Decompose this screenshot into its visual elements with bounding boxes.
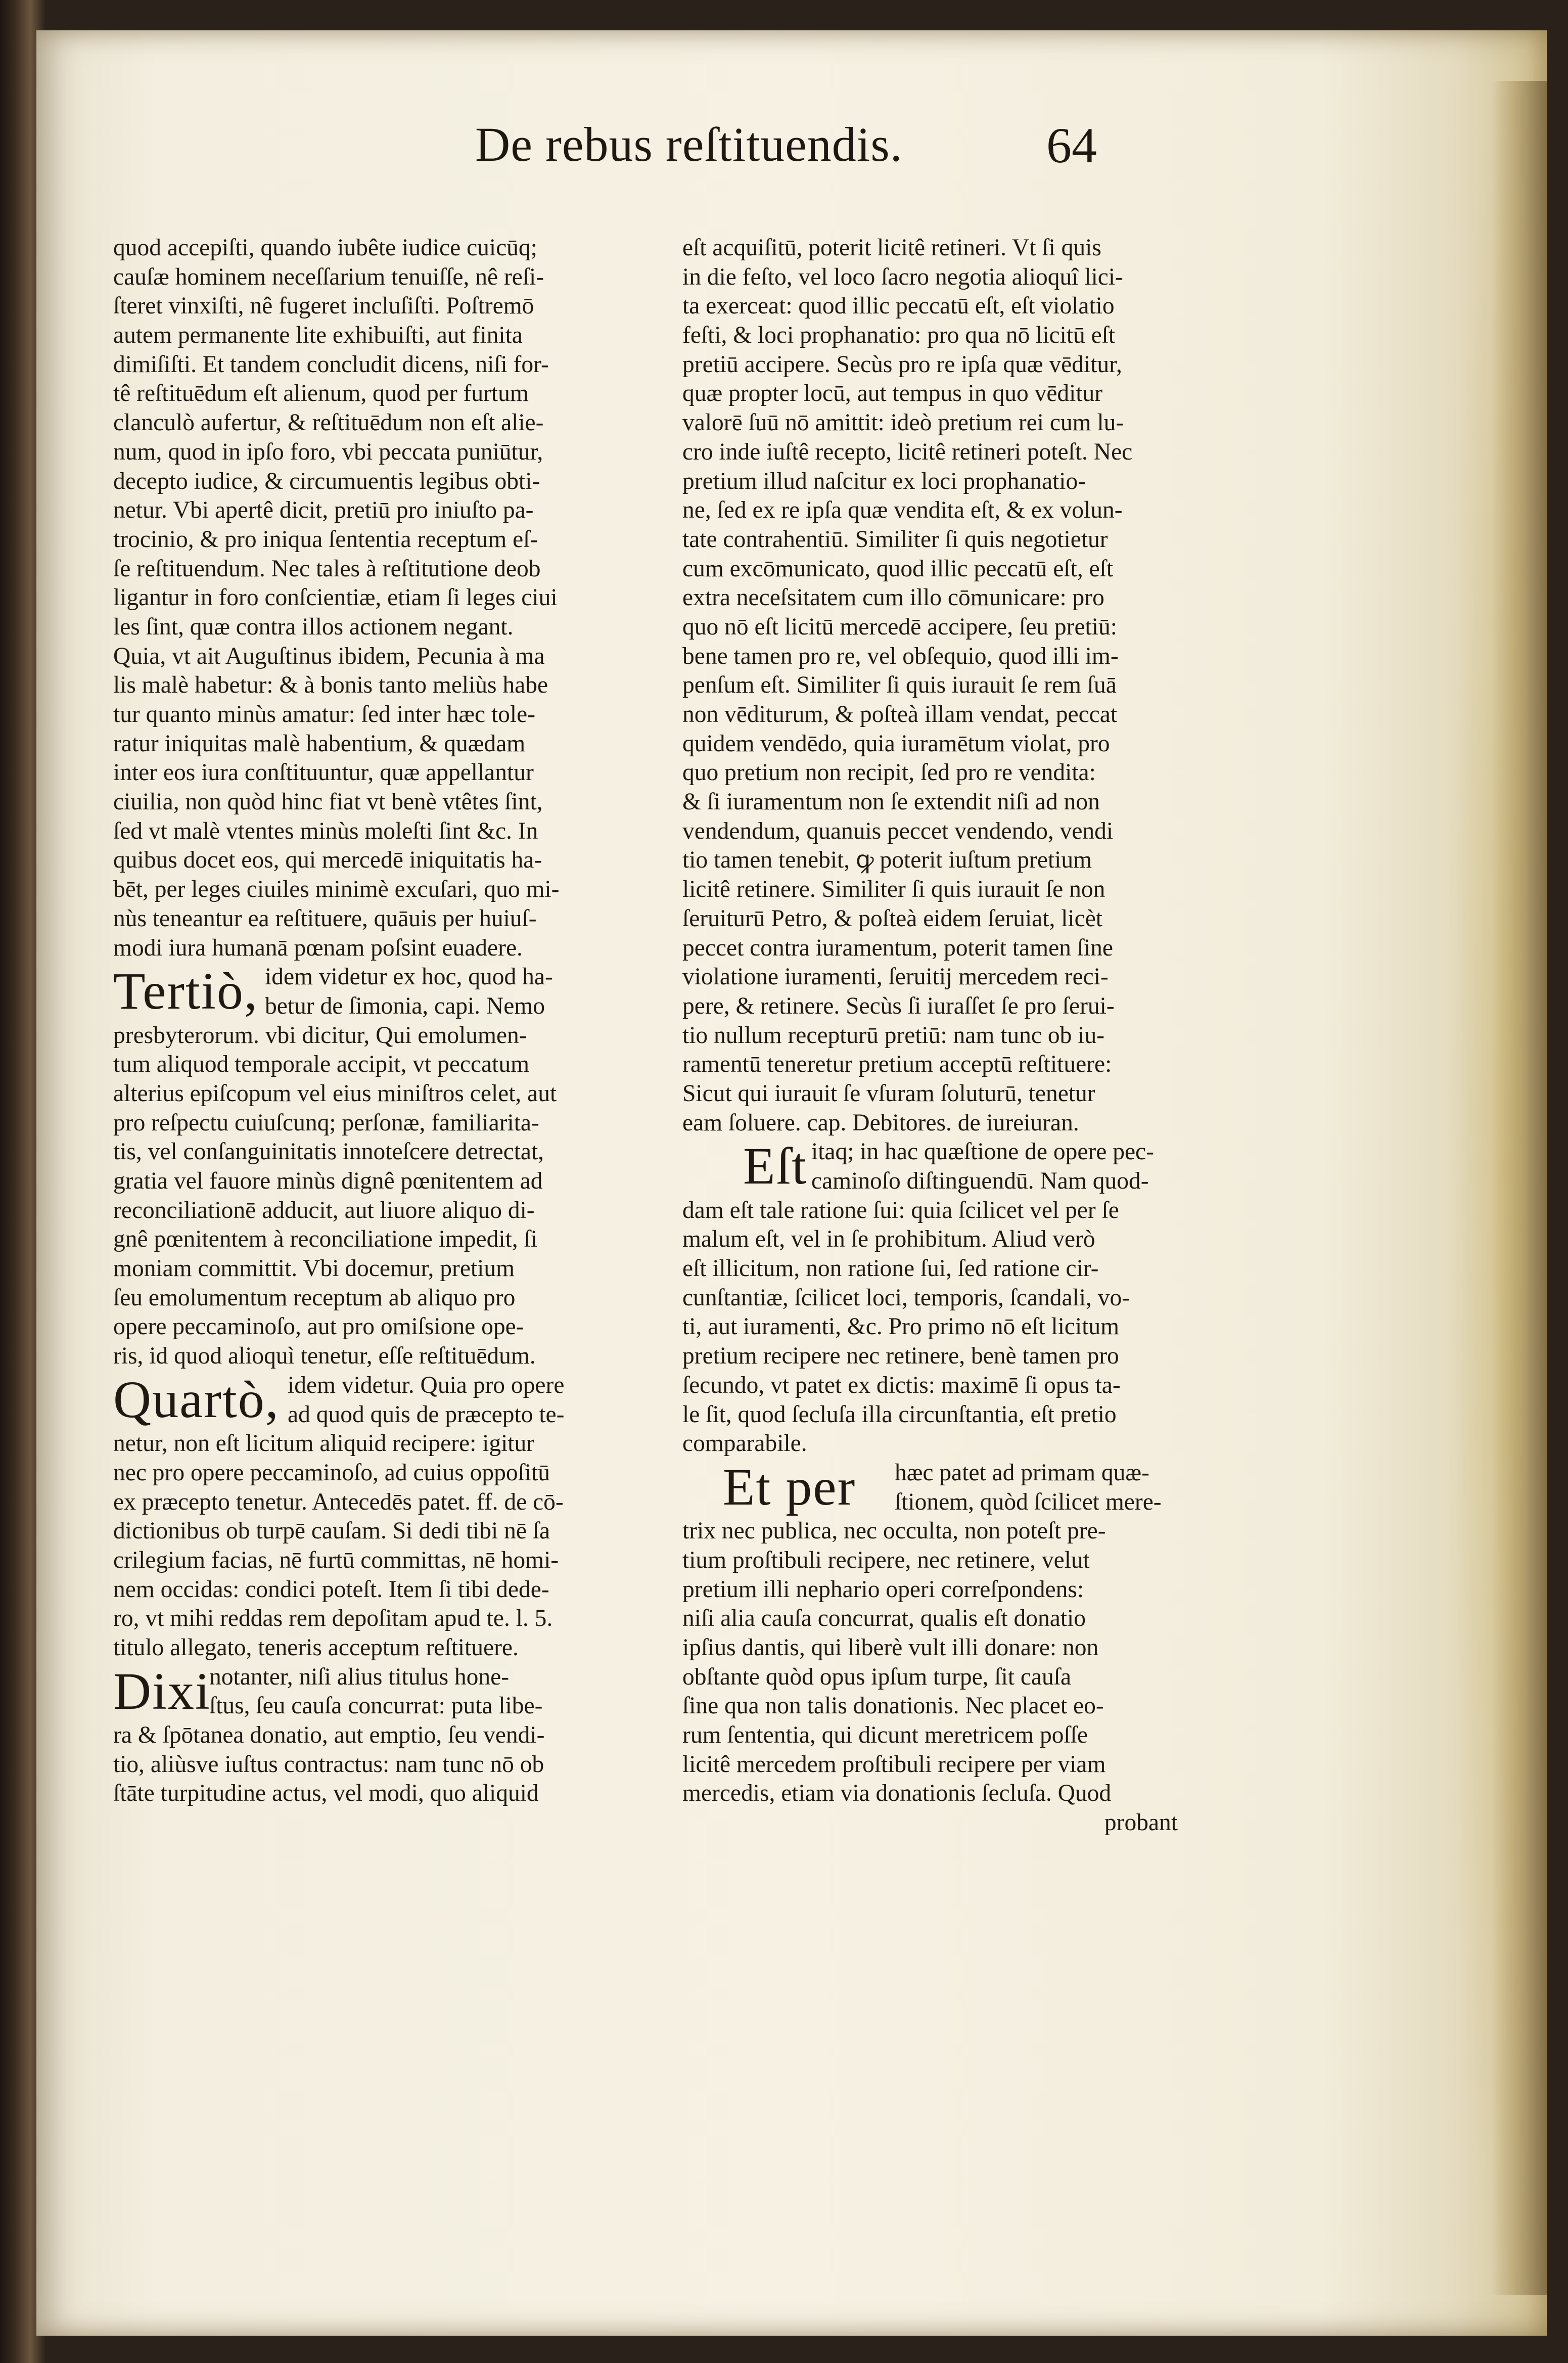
text-line: ſtāte turpitudine actus, vel modi, quo aliquid xyxy=(113,1780,539,1807)
text-line: inter eos iura conſtituuntur, quæ appellantur xyxy=(113,759,534,786)
text-line: extra neceſsitatem cum illo cōmunicare: pro xyxy=(682,584,1104,611)
text-line: crilegium facias, nē furtū committas, nē homi- xyxy=(113,1547,559,1573)
text-line: cauſæ hominem neceſſarium tenuiſſe, nê reſi- xyxy=(113,263,544,290)
text-line: cro inde iuſtê recepto, licitê retineri poteſt. Nec xyxy=(682,438,1133,465)
text-line: netur. Vbi apertê dicit, pretiū pro iniuſto pa- xyxy=(113,497,534,524)
right-column xyxy=(682,234,1208,1838)
text-line: tum aliquod temporale accipit, vt peccatum xyxy=(113,1051,530,1078)
text-line: ſecundo, vt patet ex dictis: maximē ſi opus ta- xyxy=(682,1372,1121,1398)
text-line: lis malè habetur: & à bonis tanto meliùs habe xyxy=(113,672,548,699)
right-block-3 xyxy=(682,1517,1208,1808)
text-line: ſed vt malè vtentes minùs moleſti ſint &c. In xyxy=(113,817,538,844)
text-line: niſi alia cauſa concurrat, qualis eſt donatio xyxy=(682,1605,1086,1632)
initial-word: Eſt xyxy=(743,1137,808,1196)
text-line: ſtionem, quòd ſcilicet mere- xyxy=(895,1488,1162,1515)
text-line: valorē ſuū nō amittit: ideò pretium rei cum lu- xyxy=(682,410,1124,436)
text-line: eſt illicitum, non ratione ſui, ſed ratione cir- xyxy=(682,1255,1099,1282)
text-line: tio tamen tenebit, ꝙ poterit iuſtum pretium xyxy=(682,847,1092,874)
text-line: ſe reſtituendum. Nec tales à reſtitutione deob xyxy=(113,555,541,582)
initial-word: Dixi xyxy=(113,1662,211,1720)
text-line: mercedis, etiam via donationis ſecluſa. Quod xyxy=(682,1780,1112,1807)
paragraph-head-tertio xyxy=(113,963,639,1021)
text-line: ra & ſpōtanea donatio, aut emptio, ſeu vendi- xyxy=(113,1722,545,1749)
text-line: penſum eſt. Similiter ſi quis iurauit ſe rem ſuā xyxy=(682,672,1117,699)
text-line: quidem vendēdo, quia iuramētum violat, pro xyxy=(682,730,1110,757)
text-line: ex præcepto tenetur. Antecedēs patet. ff. de cō- xyxy=(113,1488,564,1515)
text-line: tê reſtituēdum eſt alienum, quod per furtum xyxy=(113,380,529,407)
text-line: violatione iuramenti, ſeruitij mercedem reci- xyxy=(682,964,1109,990)
text-line: ſteret vinxiſti, nê fugeret incluſiſti. Poſtremō xyxy=(113,293,534,320)
text-line: ramentū teneretur pretium acceptū reſtituere: xyxy=(682,1051,1112,1078)
text-line: ti, aut iuramenti, &c. Pro primo nō eſt licitum xyxy=(682,1313,1120,1340)
text-line: tio, aliùsve iuſtus contractus: nam tunc nō ob xyxy=(113,1751,544,1778)
initial-word: Tertiò, xyxy=(113,962,258,1021)
text-line: ratur iniquitas malè habentium, & quædam xyxy=(113,730,526,757)
text-line: idem videtur. Quia pro opere xyxy=(288,1372,565,1398)
text-line: trix nec publica, nec occulta, non poteſt pre- xyxy=(682,1518,1106,1544)
left-block-2 xyxy=(113,1021,639,1371)
text-line: tis, vel conſanguinitatis innoteſcere detrectat, xyxy=(113,1139,544,1165)
text-line: quo pretium non recipit, ſed pro re vendita: xyxy=(682,759,1096,786)
paragraph-head-lines xyxy=(895,1459,1162,1517)
running-head: De rebus reſtituendis. xyxy=(475,117,903,171)
text-line: num, quod in ipſo foro, vbi peccata puniūtur, xyxy=(113,438,543,465)
left-column xyxy=(113,234,639,1808)
text-line: autem permanente lite exhibuiſti, aut finita xyxy=(113,322,523,349)
paragraph-head-dixi xyxy=(113,1663,639,1721)
paragraph-head-lines xyxy=(288,1371,564,1429)
text-line: opere peccaminoſo, aut pro omiſsione ope- xyxy=(113,1313,524,1340)
text-line: eſt acquiſitū, poterit licitê retineri. Vt ſi quis xyxy=(682,235,1101,261)
text-line: ſeruiturū Petro, & poſteà eidem ſeruiat, licèt xyxy=(682,905,1102,932)
text-line: nùs teneantur ea reſtituere, quāuis per huiuſ- xyxy=(113,905,537,932)
text-line: pretiū accipere. Secùs pro re ipſa quæ vēditur, xyxy=(682,351,1122,378)
text-line: rum ſententia, qui dicunt meretricem poſſe xyxy=(682,1722,1088,1749)
text-line: pro reſpectu cuiuſcunq; perſonæ, familiarita- xyxy=(113,1109,539,1136)
paragraph-head-lines xyxy=(811,1138,1154,1196)
text-line: clanculò aufertur, & reſtituēdum non eſt alie- xyxy=(113,410,544,436)
text-line: obſtante quòd opus ipſum turpe, ſit cauſa xyxy=(682,1663,1072,1690)
text-line: ne, ſed ex re ipſa quæ vendita eſt, & ex volun- xyxy=(682,497,1123,524)
text-line: modi iura humanā pœnam poſsint euadere. xyxy=(113,934,523,961)
text-line: ſine qua non talis donationis. Nec placet eo- xyxy=(682,1693,1104,1719)
text-line: pretium illud naſcitur ex loci prophanatio- xyxy=(682,468,1086,494)
text-line: ſeu emolumentum receptum ab aliquo pro xyxy=(113,1284,516,1311)
text-line: pere, & retinere. Secùs ſi iuraſſet ſe pro ſerui- xyxy=(682,992,1115,1019)
text-line: presbyterorum. vbi dicitur, Qui emolumen- xyxy=(113,1022,527,1049)
text-line: betur de ſimonia, capi. Nemo xyxy=(265,992,545,1019)
text-line: quibus docet eos, qui mercedē iniquitatis ha- xyxy=(113,847,542,874)
text-line: cum excōmunicato, quod illic peccatū eſt, eſt xyxy=(682,555,1114,582)
text-line: idem videtur ex hoc, quod ha- xyxy=(265,964,553,990)
text-line: licitê retinere. Similiter ſi quis iurauit ſe non xyxy=(682,876,1105,903)
text-line: alterius epiſcopum vel eius miniſtros celet, aut xyxy=(113,1080,557,1107)
text-line: vendendum, quanuis peccet vendendo, vendi xyxy=(682,817,1114,844)
text-line: pretium recipere nec retinere, benè tamen pro xyxy=(682,1343,1119,1370)
text-line: dam eſt tale ratione ſui: quia ſcilicet vel per ſe xyxy=(682,1197,1119,1223)
text-line: non vēditurum, & poſteà illam vendat, peccat xyxy=(682,701,1118,728)
text-line: tio nullum recepturū pretiū: nam tunc ob iu- xyxy=(682,1022,1105,1049)
text-line: reconciliationē adducit, aut liuore aliquo di- xyxy=(113,1197,535,1223)
left-block-1 xyxy=(113,234,639,963)
text-line: tur quanto minùs amatur: ſed inter hæc tole- xyxy=(113,701,536,728)
right-block-1 xyxy=(682,234,1208,1138)
text-line: ris, id quod alioquì tenetur, eſſe reſtituēdum. xyxy=(113,1343,536,1370)
text-line: eam ſoluere. cap. Debitores. de iureiuran. xyxy=(682,1109,1079,1136)
text-line: ad quod quis de præcepto te- xyxy=(288,1401,565,1428)
text-line: ta exerceat: quod illic peccatū eſt, eſt violatio xyxy=(682,293,1115,320)
text-line: feſti, & loci prophanatio: pro qua nō licitū eſt xyxy=(682,322,1116,349)
text-line: hæc patet ad primam quæ- xyxy=(895,1459,1149,1486)
text-line: quæ propter locū, aut tempus in quo vēditur xyxy=(682,380,1103,407)
text-line: comparabile. xyxy=(682,1430,807,1457)
text-line: ligantur in foro conſcientiæ, etiam ſi leges ciui xyxy=(113,584,558,611)
text-line: quo nō eſt licitū mercedē accipere, ſeu pretiū: xyxy=(682,613,1117,640)
page-header xyxy=(152,116,1264,207)
paragraph-head-est xyxy=(682,1138,1208,1196)
text-line: bene tamen pro re, vel obſequio, quod illi im- xyxy=(682,643,1119,669)
page-edge-stain xyxy=(1446,51,1527,2326)
left-block-3 xyxy=(113,1429,639,1663)
right-block-2 xyxy=(682,1196,1208,1459)
text-line: pretium illi nephario operi correſpondens: xyxy=(682,1576,1084,1603)
text-line: gnê pœnitentem à reconciliatione impedit, ſi xyxy=(113,1226,537,1253)
initial-word: Et per xyxy=(723,1458,856,1516)
left-block-4 xyxy=(113,1721,639,1808)
text-line: nec pro opere peccaminoſo, ad cuius oppoſitū xyxy=(113,1459,550,1486)
text-line: les ſint, quæ contra illos actionem negant. xyxy=(113,613,514,640)
text-line: ciuilia, non quòd hinc fiat vt benè vtêtes ſint, xyxy=(113,789,543,815)
text-line: Quia, vt ait Auguſtinus ibidem, Pecunia à ma xyxy=(113,643,545,669)
paragraph-head-lines xyxy=(265,963,553,1021)
text-line: peccet contra iuramentum, poterit tamen ſine xyxy=(682,934,1114,961)
text-line: tate contrahentiū. Similiter ſi quis negotietur xyxy=(682,526,1108,553)
paragraph-head-lines xyxy=(209,1663,542,1721)
text-line: netur, non eſt licitum aliquid recipere: igitur xyxy=(113,1430,535,1457)
text-line: caminoſo diſtinguendū. Nam quod- xyxy=(811,1168,1149,1194)
text-line: moniam committit. Vbi docemur, pretium xyxy=(113,1255,515,1282)
text-line: ſtus, ſeu cauſa concurrat: puta libe- xyxy=(209,1693,543,1719)
text-line: titulo allegato, teneris acceptum reſtituere. xyxy=(113,1634,519,1661)
text-line: malum eſt, vel in ſe prohibitum. Aliud verò xyxy=(682,1226,1095,1253)
text-line: trocinio, & pro iniqua ſententia receptum eſ- xyxy=(113,526,538,553)
text-line: notanter, niſi alius titulus hone- xyxy=(209,1663,510,1690)
text-line: licitê mercedem proſtibuli recipere per viam xyxy=(682,1751,1106,1778)
text-line: dictionibus ob turpē cauſam. Si dedi tibi nē ſa xyxy=(113,1518,550,1544)
initial-word: Quartò, xyxy=(113,1370,280,1429)
text-line: itaq; in hac quæſtione de opere pec- xyxy=(811,1139,1154,1165)
paragraph-head-et-per xyxy=(682,1459,1208,1517)
text-line: Sicut qui iurauit ſe vſuram ſoluturū, tenetur xyxy=(682,1080,1095,1107)
paragraph-head-quarto xyxy=(113,1371,639,1429)
text-line: cunſtantiæ, ſcilicet loci, temporis, ſcandali, vo- xyxy=(682,1284,1130,1311)
catchword: probant xyxy=(1104,1809,1178,1836)
text-line: le ſit, quod ſecluſa illa circunſtantia, eſt pretio xyxy=(682,1401,1117,1428)
text-line: gratia vel fauore minùs dignê pœnitentem ad xyxy=(113,1168,543,1195)
text-line: quod accepiſti, quando iubête iudice cuicūq; xyxy=(113,235,537,261)
text-line: ipſius dantis, qui liberè vult illi donare: non xyxy=(682,1634,1099,1661)
text-line: dimiſiſti. Et tandem concludit dicens, niſi for- xyxy=(113,351,549,378)
text-line: ro, vt mihi reddas rem depoſitam apud te. l. 5. xyxy=(113,1605,553,1632)
text-line: in die feſto, vel loco ſacro negotia alioquî lici- xyxy=(682,263,1123,290)
text-line: tium proſtibuli recipere, nec retinere, velut xyxy=(682,1547,1090,1573)
text-line: decepto iudice, & circumuentis legibus obti- xyxy=(113,468,540,494)
text-line: nem occidas: condici poteſt. Item ſi tibi dede- xyxy=(113,1576,549,1603)
text-line: bēt, per leges ciuiles minimè excuſari, quo mi- xyxy=(113,876,560,903)
text-line: & ſi iuramentum non ſe extendit niſi ad non xyxy=(682,789,1100,815)
page-number: 64 xyxy=(1046,117,1097,173)
